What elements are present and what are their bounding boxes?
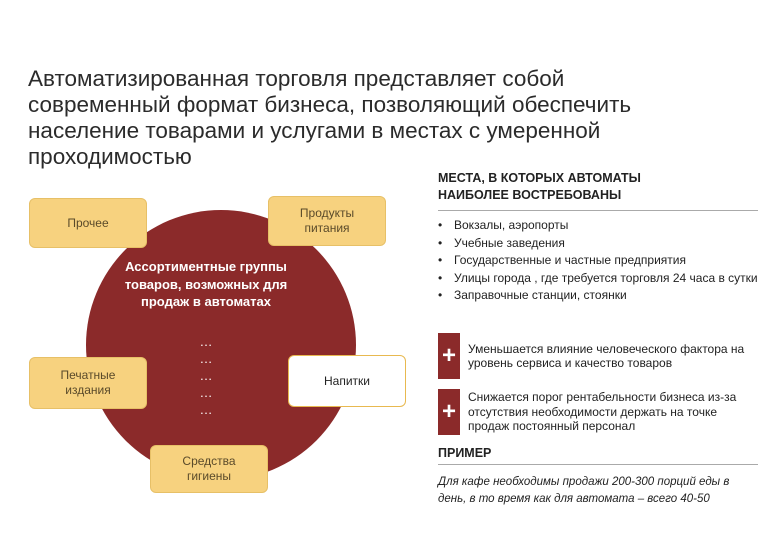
places-header-line2: НАИБОЛЕЕ ВОСТРЕБОВАНЫ — [438, 188, 622, 202]
advantage-2 — [438, 388, 758, 436]
bullet: • — [438, 235, 443, 250]
circle-dots-4: … — [199, 385, 213, 400]
box-napitki-label: Напитки — [324, 373, 370, 388]
circle-title: Ассортиментные группы товаров, возможных для продаж в автоматах — [124, 259, 288, 309]
box-produkty-line1: Продукты — [299, 206, 355, 220]
plus-icon: + — [438, 333, 460, 379]
example-header: ПРИМЕР — [438, 446, 492, 460]
places-list — [438, 218, 758, 306]
list-item — [438, 253, 758, 268]
intro-text: Автоматизированная торговля представляет собой современный формат бизнеса, позволяющий обеспечить население товарами и услугами в местах с умеренной проходимостью — [28, 66, 632, 169]
list-item — [438, 236, 758, 251]
circle-dots-2: … — [199, 351, 213, 366]
advantage-text: Уменьшается влияние человеческого фактора на уровень сервиса и качество товаров — [468, 341, 745, 370]
list-item — [438, 271, 758, 286]
circle-dots-3: … — [199, 368, 213, 383]
list-item-text: Вокзалы, аэропорты — [454, 218, 569, 232]
bullet: • — [438, 288, 443, 302]
bullet: • — [438, 218, 443, 232]
box-produkty — [268, 196, 386, 246]
box-prochee — [29, 198, 147, 248]
box-pechatnye-line2: издания — [65, 383, 111, 397]
box-sredstva-line1: Средства — [182, 454, 236, 468]
bullet: • — [438, 253, 443, 267]
box-sredstva — [150, 445, 268, 493]
divider — [438, 464, 758, 465]
circle-dots-5: … — [199, 402, 213, 417]
box-prochee-label: Прочее — [67, 215, 109, 230]
example-text: Для кафе необходимы продажи 200-300 порций еды в день, в то время как для автомата – всего 40-50 — [438, 476, 730, 505]
advantage-1 — [438, 332, 758, 380]
list-item-text: Улицы города , где требуется торговля 24 часа в сутки — [454, 270, 758, 285]
plus-icon: + — [438, 389, 460, 435]
places-header — [438, 170, 758, 204]
list-item — [438, 288, 758, 303]
box-sredstva-line2: гигиены — [186, 469, 232, 483]
list-item-text: Учебные заведения — [454, 235, 565, 250]
box-pechatnye-line1: Печатные — [60, 368, 116, 382]
box-produkty-line2: питания — [304, 221, 350, 235]
box-pechatnye — [29, 357, 147, 409]
list-item-text: Заправочные станции, стоянки — [454, 288, 627, 302]
advantage-text: Снижается порог рентабельности бизнеса из-за отсутствия необходимости держать на точке продаж постоянный персонал — [468, 390, 737, 434]
divider — [438, 210, 758, 211]
box-napitki — [288, 355, 406, 407]
list-item-text: Государственные и частные предприятия — [454, 253, 686, 267]
bullet: • — [438, 270, 443, 285]
list-item — [438, 218, 758, 233]
places-header-line1: МЕСТА, В КОТОРЫХ АВТОМАТЫ — [438, 171, 641, 185]
circle-dots-1: … — [199, 334, 213, 349]
